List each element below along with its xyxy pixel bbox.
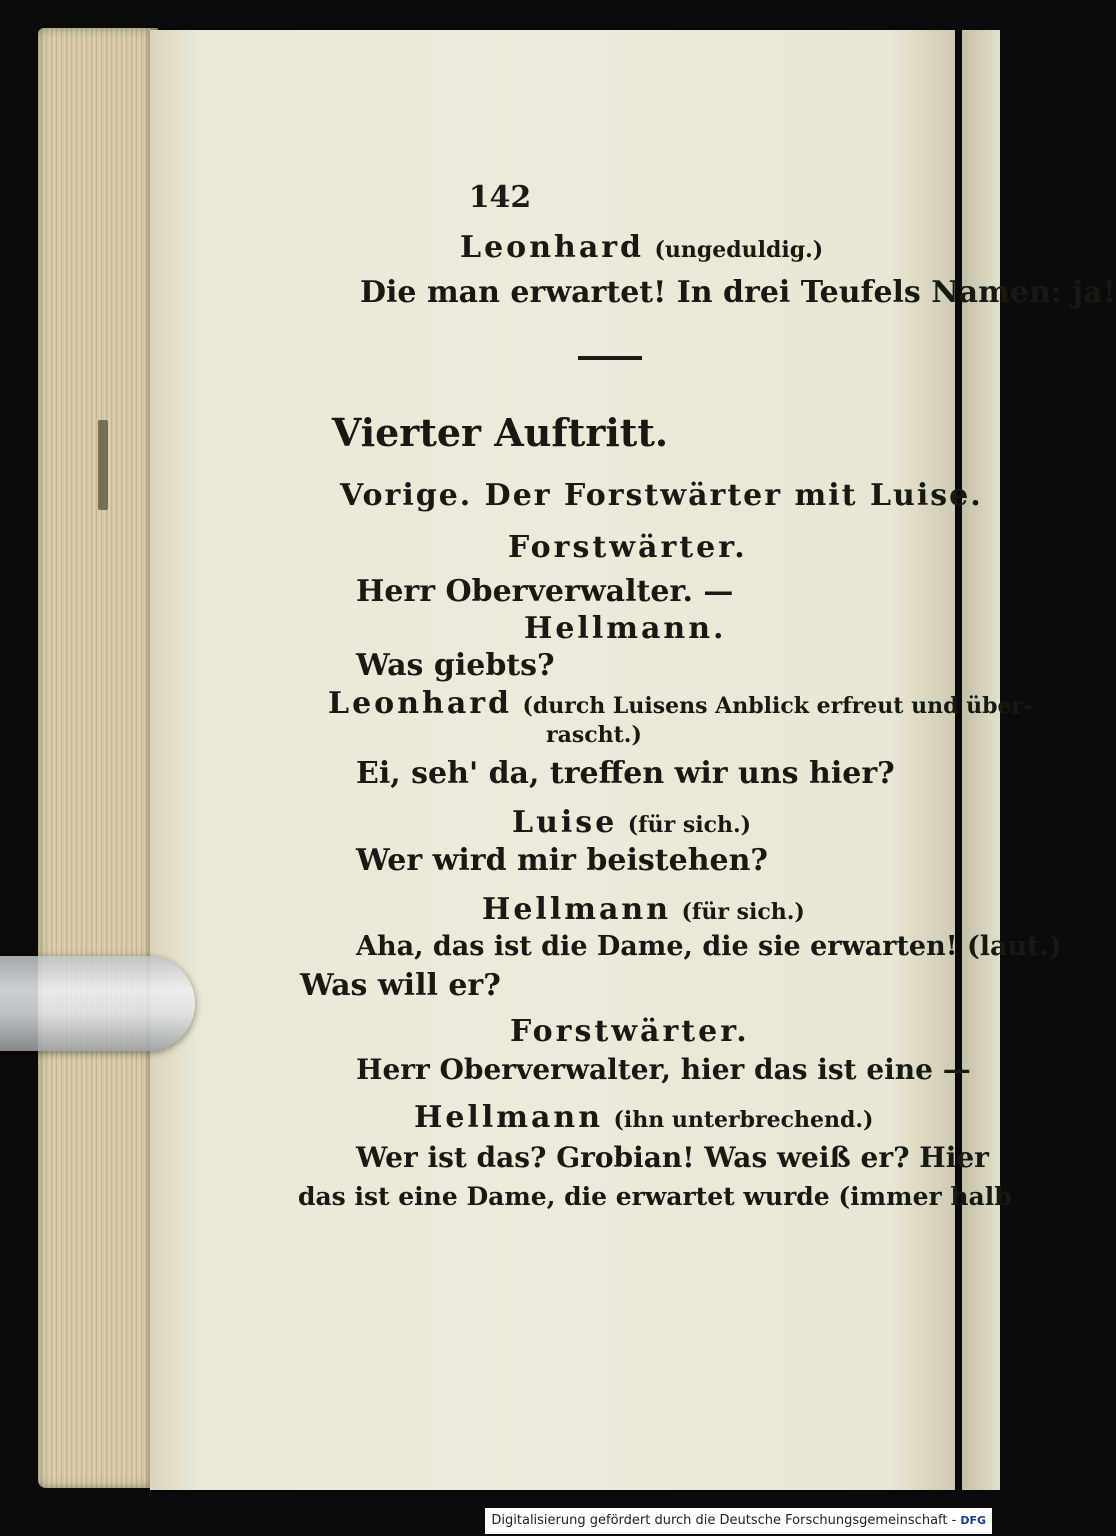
speaker-name: Hellmann xyxy=(482,892,672,927)
footer-text: Digitalisierung gefördert durch die Deutsche Forschungsgemeinschaft - xyxy=(491,1513,957,1528)
speaker-line xyxy=(482,892,805,927)
speaker-name: Hellmann xyxy=(414,1100,604,1135)
stage-direction: (für sich.) xyxy=(681,899,805,925)
dialogue-line: Die man erwartet! In drei Teufels Namen: ja! xyxy=(360,275,1116,310)
page-number: 142 xyxy=(468,180,532,215)
speaker-name: Luise xyxy=(512,805,618,840)
dialogue-line: das ist eine Dame, die erwartet wurde (immer halb xyxy=(298,1182,1012,1211)
stage-direction: (durch Luisens Anblick erfreut und über- xyxy=(522,693,1033,719)
section-divider xyxy=(578,356,642,360)
dialogue-line: Herr Oberverwalter. — xyxy=(356,574,734,609)
scene-heading: Vierter Auftritt. xyxy=(331,410,669,455)
speaker-line xyxy=(460,230,823,265)
dfg-logo-badge: DFG xyxy=(960,1514,986,1527)
dialogue-line: Was giebts? xyxy=(356,648,555,683)
footer-credit xyxy=(485,1508,992,1534)
speaker-name: Leonhard xyxy=(328,686,513,721)
speaker-line xyxy=(508,530,748,565)
dialogue-line: Was will er? xyxy=(300,968,501,1003)
stage-direction: (für sich.) xyxy=(627,812,752,838)
speaker-line xyxy=(414,1100,873,1135)
speaker-name: Hellmann. xyxy=(524,611,727,646)
stage-note-line: Vorige. Der Forstwärter mit Luise. xyxy=(340,478,983,513)
stage-direction: (ungeduldig.) xyxy=(654,237,824,263)
dialogue-line: Ei, seh' da, treffen wir uns hier? xyxy=(356,756,895,791)
speaker-name: Forstwärter. xyxy=(510,1014,750,1049)
facing-page-edge xyxy=(962,30,1000,1490)
speaker-line xyxy=(510,1014,750,1049)
page-clip xyxy=(0,956,195,1051)
dialogue-line: Aha, das ist die Dame, die sie erwarten! (laut.) xyxy=(356,931,1062,962)
speaker-name: Forstwärter. xyxy=(508,530,748,565)
book-page-edges xyxy=(38,28,158,1488)
dialogue-line: Wer wird mir beistehen? xyxy=(356,843,769,878)
speaker-line xyxy=(512,805,751,840)
stage-direction-continued: rascht.) xyxy=(546,722,642,748)
dialogue-line: Wer ist das? Grobian! Was weiß er? Hier xyxy=(356,1141,989,1174)
speaker-name: Leonhard xyxy=(460,230,645,265)
speaker-line xyxy=(328,686,1032,721)
stage-direction: (ihn unterbrechend.) xyxy=(613,1107,874,1133)
speaker-line xyxy=(524,611,726,646)
dialogue-line: Herr Oberverwalter, hier das ist eine — xyxy=(356,1053,971,1086)
